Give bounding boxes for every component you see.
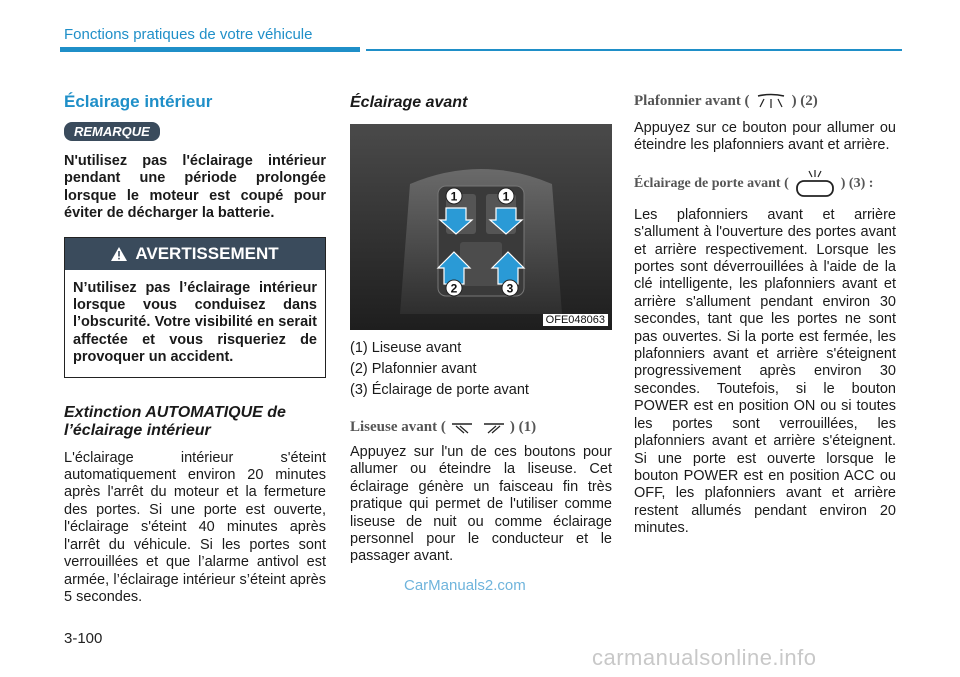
heading-text: Plafonnier avant ( bbox=[634, 92, 750, 109]
warning-triangle-icon bbox=[111, 247, 127, 261]
page-number: 3-100 bbox=[64, 630, 103, 647]
door-lamp-text: Les plafonniers avant et arrière s'allument à l'ouverture des portes avant et arrière respectivement. Lorsque les portes sont déverrouillées à l'aide de la clé intelligente, les plafonniers avant et arrière s'allument pendant environ 30 secondes, tant que les portes ne sont pas ouvertes. Si la porte est fermée, les plafonniers avant et arrière s'éteignent progressivement après environ 30 secondes. Toutefois, si le bouton POWER est en position ON ou si toutes les portes sont verrouillées, les plafonniers avant et arrière s'éteignent. Si une porte est ouverte lorsque le bouton POWER est en position ACC ou OFF, les plafonniers avant et arrière restent allumés pendant environ 20 minutes. bbox=[634, 206, 896, 537]
column-3 bbox=[634, 92, 896, 538]
reading-lamp-heading bbox=[350, 419, 612, 436]
heading-text: Liseuse avant ( bbox=[350, 419, 446, 435]
section-title-front-lighting: Éclairage avant bbox=[350, 94, 468, 111]
note-text: N'utilisez pas l'éclairage intérieur pendant une période prolongée lorsque le moteur est coupé pour éviter de décharger la batterie. bbox=[64, 153, 326, 222]
header-bar-thick bbox=[60, 47, 360, 52]
auto-off-title: Extinction AUTOMATIQUE de l’éclairage intérieur bbox=[64, 403, 286, 439]
callout-label: 1 bbox=[450, 189, 458, 204]
column-1 bbox=[64, 92, 326, 606]
warning-header bbox=[65, 238, 325, 270]
door-lamp-icon bbox=[793, 169, 837, 199]
room-lamp-icon bbox=[754, 92, 788, 110]
legend-item: (1) Liseuse avant bbox=[350, 340, 462, 356]
heading-text: Éclairage de porte avant ( bbox=[634, 175, 789, 191]
heading-text: ) (2) bbox=[791, 92, 818, 109]
room-lamp-heading bbox=[634, 92, 896, 110]
callout-label: 1 bbox=[502, 189, 510, 204]
overhead-console-photo bbox=[350, 124, 612, 330]
warning-box bbox=[64, 237, 326, 378]
door-lamp-heading bbox=[634, 169, 896, 199]
callout-label: 2 bbox=[450, 281, 458, 296]
reading-lamp-right-icon bbox=[480, 421, 506, 435]
note-badge: REMARQUE bbox=[64, 122, 160, 141]
warning-label: AVERTISSEMENT bbox=[135, 243, 279, 263]
warning-text: N’utilisez pas l’éclairage intérieur lorsque vous conduisez dans l’obscurité. Votre visibilité en serait affectée et vous risqueriez de provoquer un accident. bbox=[73, 279, 317, 366]
column-2 bbox=[350, 92, 612, 566]
room-lamp-text: Appuyez sur ce bouton pour allumer ou éteindre les plafonniers avant et arrière. bbox=[634, 120, 896, 154]
auto-off-text: L'éclairage intérieur s'éteint automatiquement environ 20 minutes après l'arrêt du moteur et la fermeture des portes. Si une porte est ouverte, l'éclairage s'éteint 40 minutes après l'arrêt du véhicule. Si les portes sont verrouillées et que l’alarme antivol est armée, l’éclairage intérieur s’éteint après 5 secondes. bbox=[64, 449, 326, 605]
overhead-console-illustration bbox=[350, 124, 612, 330]
watermark-carmanuals: CarManuals2.com bbox=[404, 577, 526, 594]
running-header: Fonctions pratiques de votre véhicule bbox=[64, 26, 313, 43]
legend-item: (3) Éclairage de porte avant bbox=[350, 382, 529, 398]
legend-item: (2) Plafonnier avant bbox=[350, 361, 477, 377]
reading-lamp-left-icon bbox=[450, 421, 476, 435]
heading-text: ) (1) bbox=[509, 419, 537, 435]
figure-code: OFE048063 bbox=[543, 314, 608, 326]
callout-label: 3 bbox=[506, 281, 514, 296]
heading-text: ) (3) : bbox=[840, 175, 874, 191]
reading-lamp-text: Appuyez sur l'un de ces boutons pour allumer ou éteindre la liseuse. Cet éclairage génère un faisceau fin très pratique qui permet de l'utiliser comme liseuse de nuit ou comme éclairage personnel pour le conducteur et le passager avant. bbox=[350, 444, 612, 565]
watermark-site: carmanualsonline.info bbox=[592, 645, 817, 670]
header-bar-thin bbox=[366, 49, 902, 51]
section-title-interior-lighting: Éclairage intérieur bbox=[64, 92, 213, 111]
